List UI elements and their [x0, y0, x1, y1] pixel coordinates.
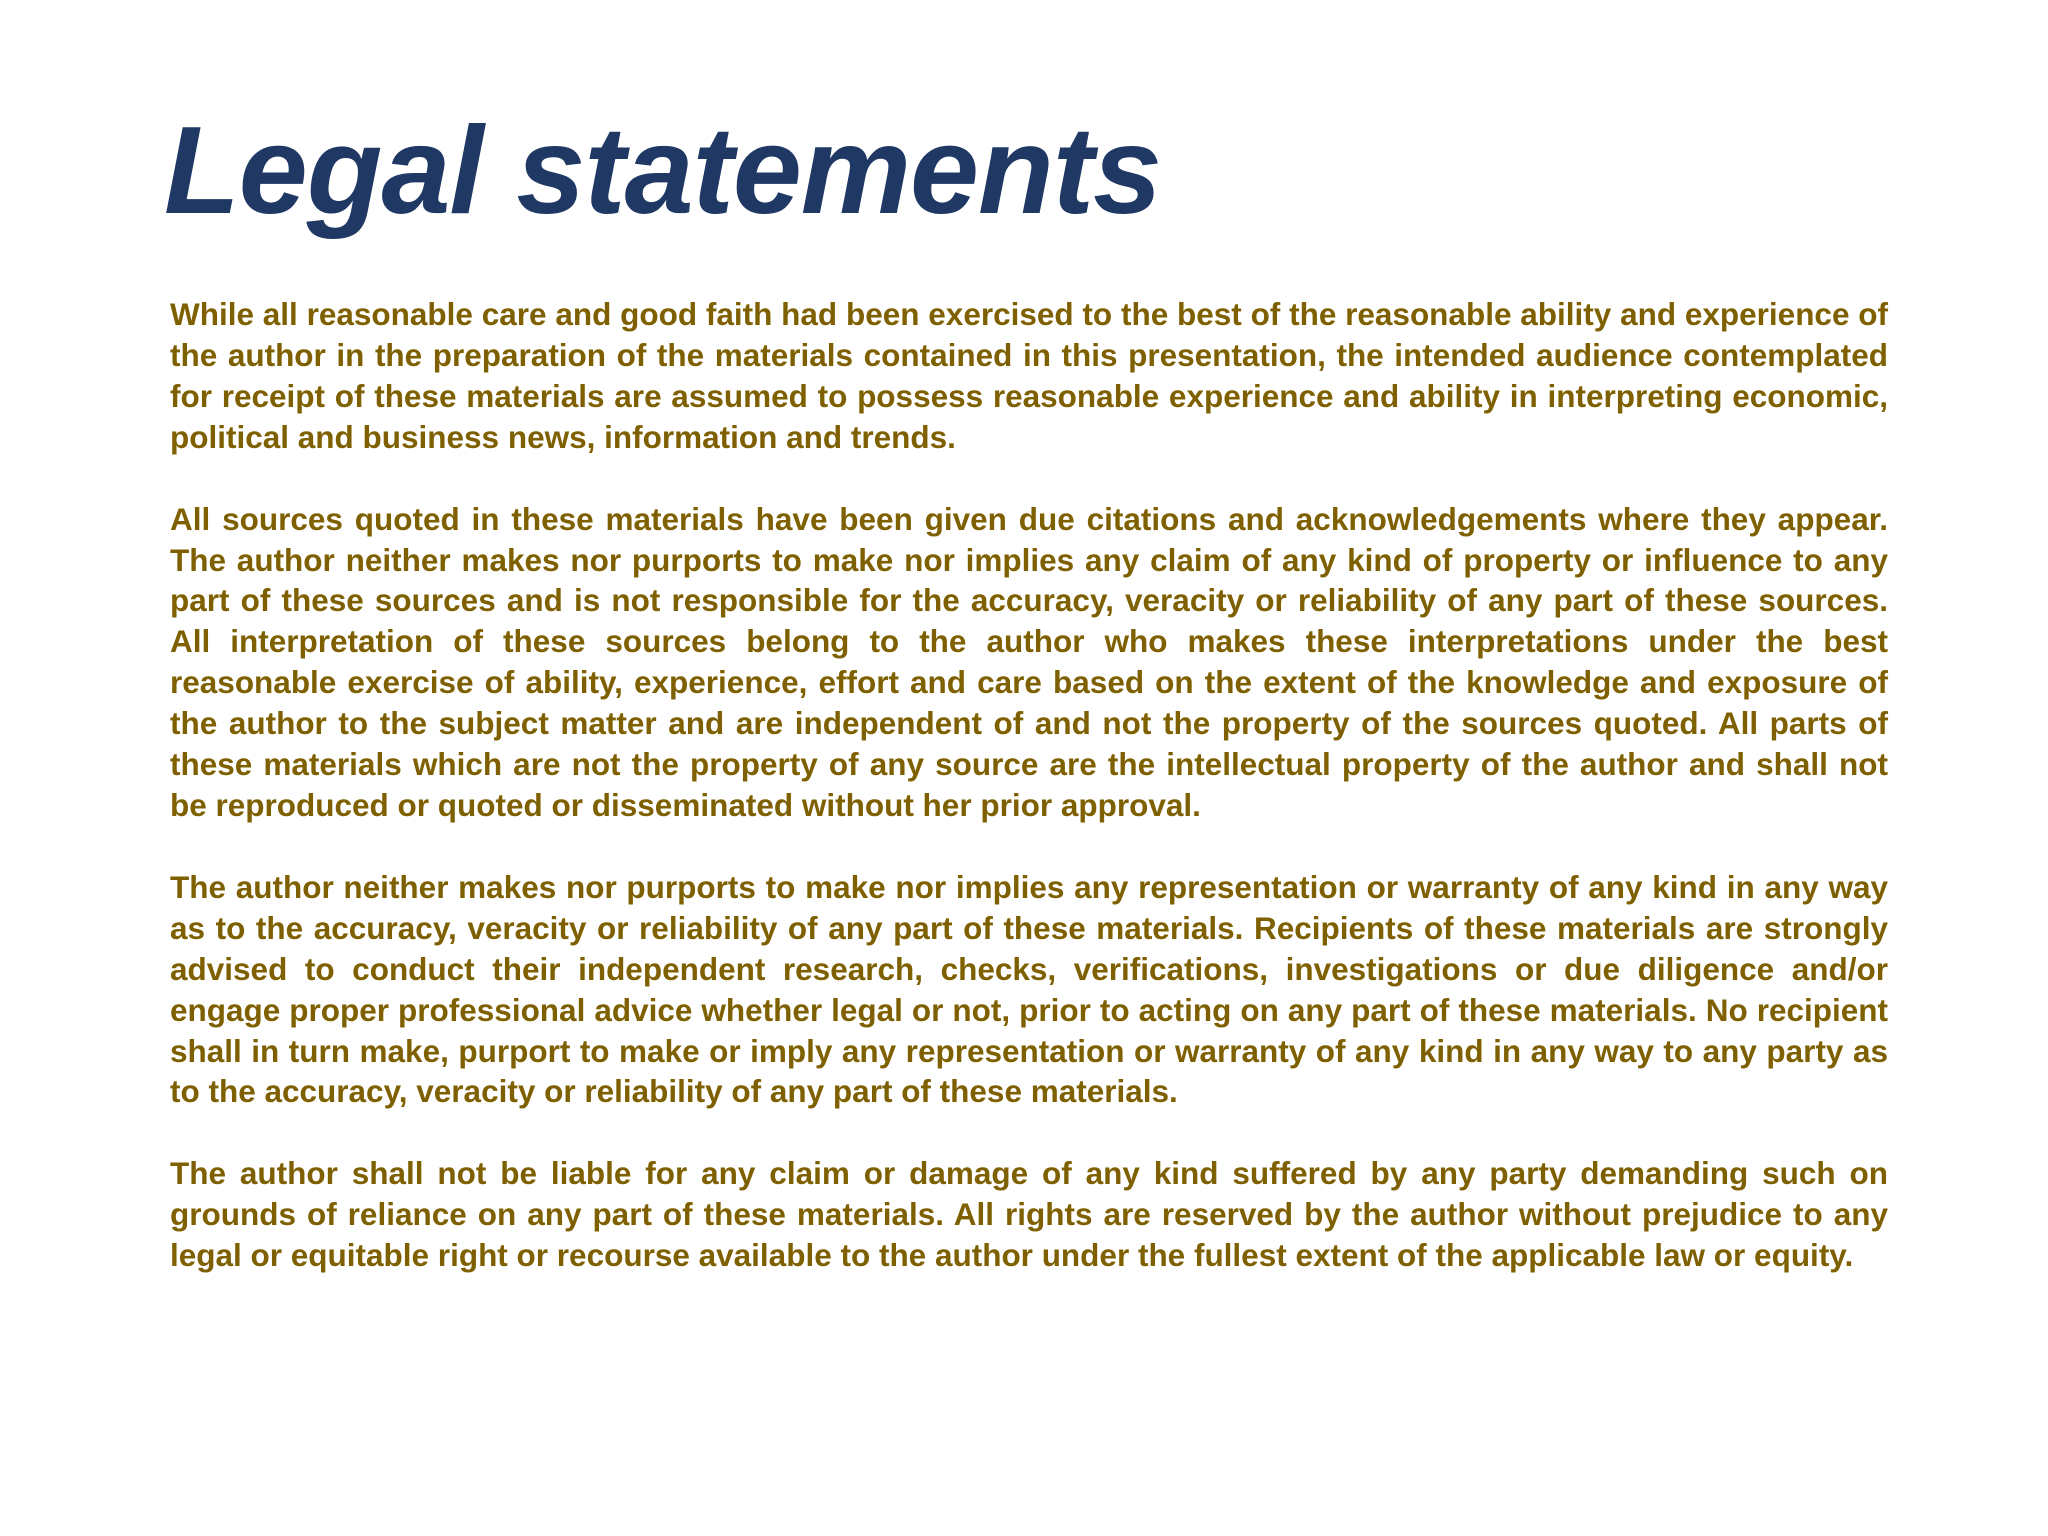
- paragraph-no-warranty: The author neither makes nor purports to make nor implies any representation or warranty of any kind in any way as to the accuracy, veracity or reliability of any part of these materials. Recipients of these materials are strongly advised to conduct their independent research, checks, verifications, investigations or due diligence and/or engage proper professional advice whether legal or not, prior to acting on any part of these materials. No recipient shall in turn make, purport to make or imply any representation or warranty of any kind in any way to any party as to the accuracy, veracity or reliability of any part of these materials.: [170, 868, 1888, 1110]
- legal-text-body: [170, 294, 1888, 1317]
- paragraph-care-and-good-faith: While all reasonable care and good faith had been exercised to the best of the reasonable ability and experience of the author in the preparation of the materials contained in this presentation, the intended audience contemplated for receipt of these materials are assumed to possess reasonable experience and ability in interpreting economic, political and business news, information and trends.: [170, 296, 1888, 455]
- paragraph-liability-and-rights: The author shall not be liable for any claim or damage of any kind suffered by any party demanding such on grounds of reliance on any part of these materials. All rights are reserved by the author without prejudice to any legal or equitable right or recourse available to the author under the fullest extent of the applicable law or equity.: [170, 1155, 1888, 1274]
- paragraph-sources-and-citations: All sources quoted in these materials have been given due citations and acknowledgements where they appear. The author neither makes nor purports to make nor implies any claim of any kind of property or influence to any part of these sources and is not responsible for the accuracy, veracity or reliability of any part of these sources. All interpretation of these sources belong to the author who makes these interpretations under the best reasonable exercise of ability, experience, effort and care based on the extent of the knowledge and exposure of the author to the subject matter and are independent of and not the property of the sources quoted. All parts of these materials which are not the property of any source are the intellectual property of the author and shall not be reproduced or quoted or disseminated without her prior approval.: [170, 500, 1888, 823]
- slide-title: Legal statements: [164, 102, 1162, 240]
